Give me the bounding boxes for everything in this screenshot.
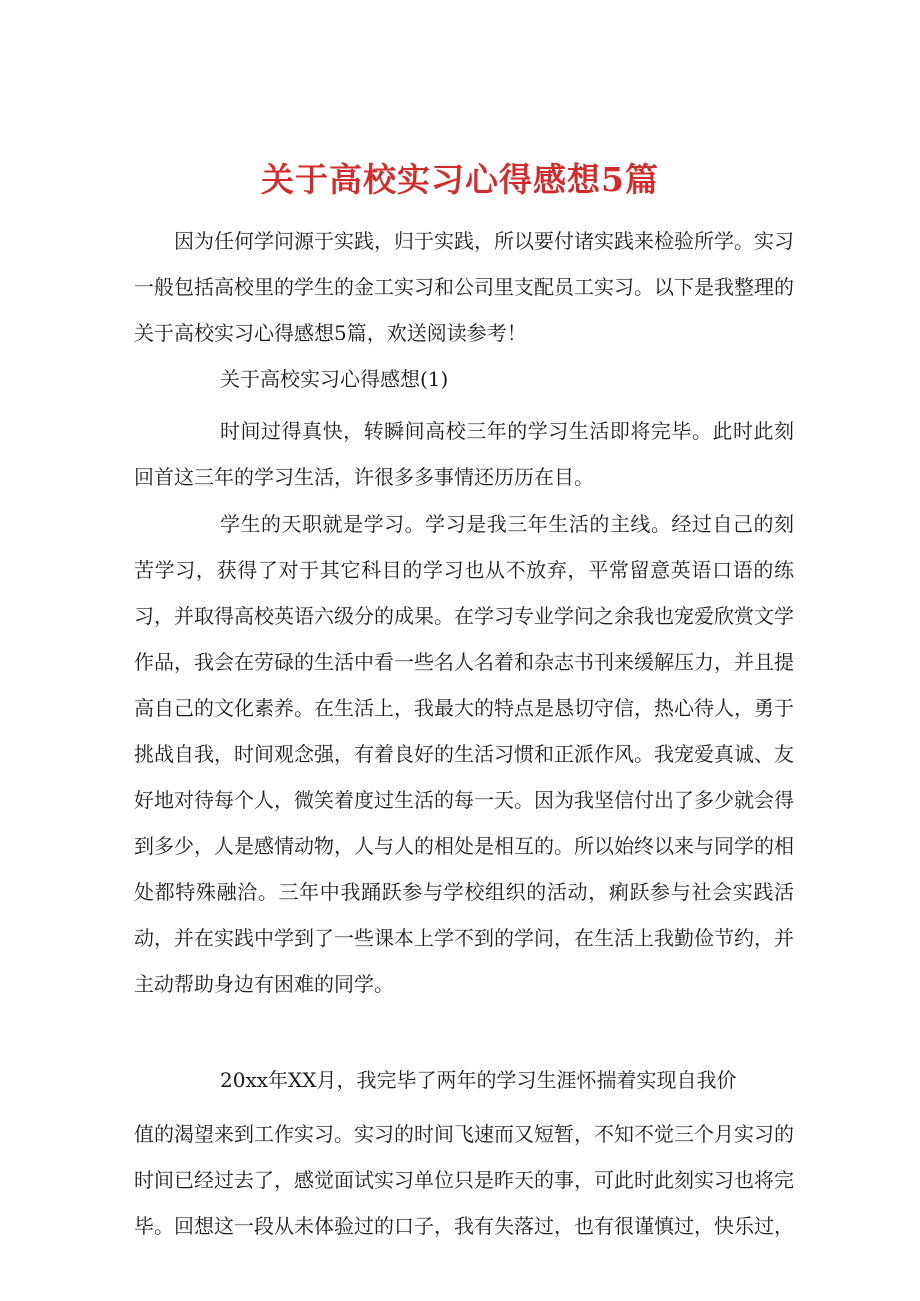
body-paragraph: 学生的天职就是学习。学习是我三年生活的主线。经过自己的刻苦学习，获得了对于其它科目的学习也从不放弃，平常留意英语口语的练习，并取得高校英语六级分的成果。在学习专业学问之余我也宠爱欣赏文学作品，我会在劳碌的生活中看一些名人名着和杂志书刊来缓解压力，并且提高自己的文化素养。在生活上，我最大的特点是恳切守信，热心待人，勇于挑战自我，时间观念强，有着良好的生活习惯和正派作风。我宠爱真诚、友好地对待每个人，微笑着度过生活的每一天。因为我坚信付出了多少就会得到多少，人是感情动物，人与人的相处是相互的。所以始终以来与同学的相处都特殊融洽。三年中我踊跃参与学校组织的活动，痢跃参与社会实践活动，并在实践中学到了一些课本上学不到的学问，在生活上我勤俭节约，并主动帮助身边有困难的同学。 <box>134 512 794 996</box>
body-paragraph: 时间过得真快，转瞬间高校三年的学习生活即将完毕。此时此刻回首这三年的学习生活，许很多多事情还历历在目。 <box>134 419 794 489</box>
body-paragraph-lead: 20xx年XX月，我完毕了两年的学习生涯怀揣着实现自我价 <box>220 1068 737 1092</box>
section-heading: 关于高校实习心得感想(1) <box>220 367 449 391</box>
body-paragraph: 值的渴望来到工作实习。实习的时间飞速而又短暂，不知不觉三个月实习的时间已经过去了，感觉面试实习单位只是昨天的事，可此时此刻实习也将完毕。回想这一段从未体验过的口子，我有失落过，也有很谨慎过，快乐过， <box>134 1122 794 1238</box>
document-title: 关于高校实习心得感想5篇 <box>261 160 659 200</box>
intro-paragraph: 因为任何学问源于实践，归于实践，所以要付诸实践来检验所学。实习一般包括高校里的学生的金工实习和公司里支配员工实习。以下是我整理的关于高校实习心得感想5篇，欢送阅读参考！ <box>134 229 794 345</box>
